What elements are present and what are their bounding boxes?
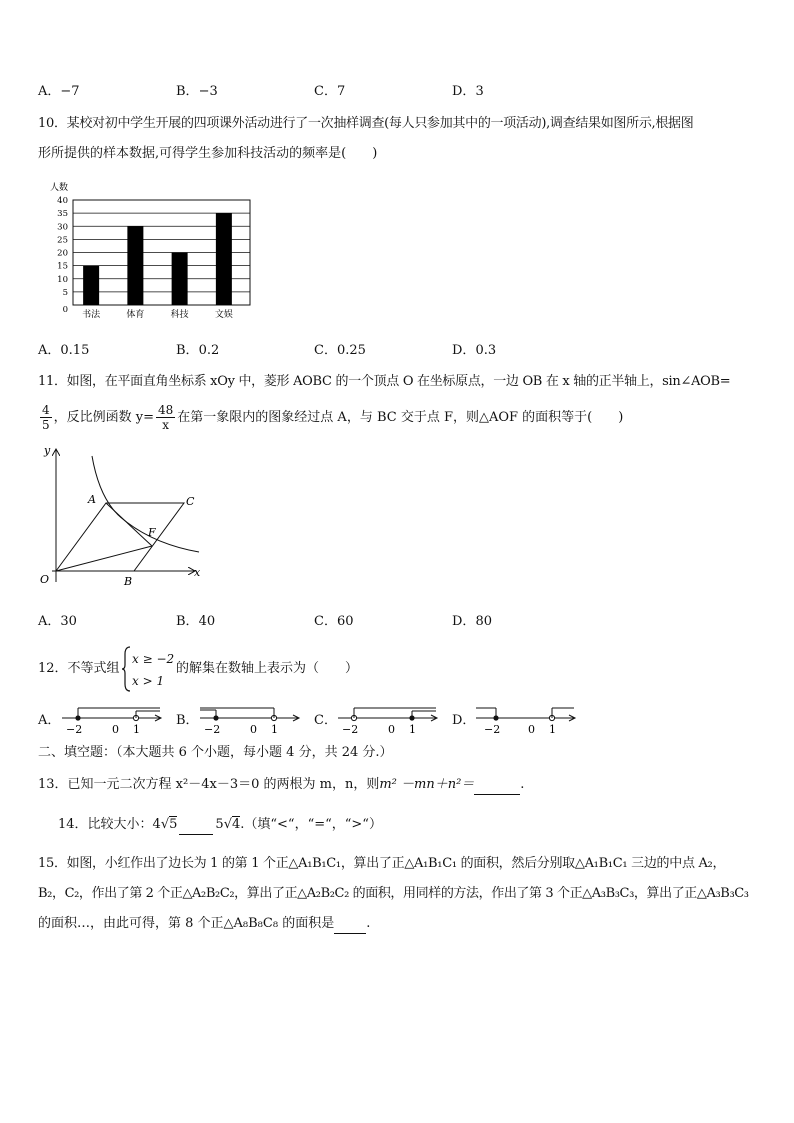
svg-text:0: 0 [388,723,395,736]
bar-chart [38,180,298,320]
q11-option-b: B．40 [176,614,216,629]
y-tick-label: 0 [62,305,68,315]
label-c: C [186,495,195,508]
svg-text:1: 1 [549,723,556,736]
y-tick-label: 5 [62,287,68,298]
rhombus-aobc [56,503,184,571]
bar-3 [172,253,188,306]
q11-option-c: C．60 [314,614,354,629]
q15-stem-line3: 的面积…，由此可得，第 8 个正△A₈B₈C₈ 的面积是 . [38,915,370,934]
q12-prefix: 12．不等式组 [38,661,120,676]
sqrt-5: √5 [160,817,178,832]
sqrt-4: √4 [223,817,241,832]
label-f: F [148,526,156,539]
q13-stem: 13．已知一元二次方程 x²－4x－3＝0 的两根为 m，n，则m² －mn＋n²＝ . [38,776,524,795]
x-tick-label: 书法 [82,310,101,320]
svg-text:1: 1 [409,723,416,736]
q12-option-b-letter: B． [176,713,199,728]
q9-option-d: D．3 [452,84,484,99]
system-brace [122,646,132,692]
y-tick-label: 20 [57,248,68,259]
fraction-4-5: $\frac{4}{5}$ [42,403,50,432]
q12-option-d-letter: D． [452,713,476,728]
q10-stem-line1: 10．某校对初中学生开展的四项课外活动进行了一次抽样调查(每人只参加其中的一项活动),调查结果如图所示,根据图 [38,116,694,131]
label-y: y [44,444,51,457]
svg-text:−2: −2 [204,723,221,736]
segment-af [106,503,152,546]
x-tick-label: 科技 [170,310,189,320]
label-x: x [194,566,201,579]
q15-stem-line2: B₂，C₂，作出了第 2 个正△A₂B₂C₂，算出了正△A₂B₂C₂ 的面积，用同样的方法，作出了第 3 个正△A₃B₃C₃，算出了正△A₃B₃C₃ [38,886,749,901]
bar-4 [216,213,232,305]
inequality-1: x ≥ −2 [132,652,175,666]
q15-stem-line1: 15．如图，小红作出了边长为 1 的第 1 个正△A₁B₁C₁，算出了正△A₁B₁C₁ 的面积，然后分别取△A₁B₁C₁ 三边的中点 A₂， [38,856,726,871]
q11-option-a: A．30 [38,614,77,629]
q11-stem-line2: $\frac{4}{5}$ ，反比例函数 y= $\frac{48}{x}$ 在第一象限内的图象经过点 A，与 BC 交于点 F，则△AOF 的面积等于( ) [42,403,624,432]
rhombus-figure [34,442,214,592]
q15-answer-blank [334,915,366,934]
q10-option-d: D．0.3 [452,343,497,358]
svg-text:0: 0 [250,723,257,736]
q12-number-line-a [58,704,168,736]
inequality-2: x > 1 [132,674,165,688]
inequality-system [132,648,174,692]
q11-stem-line1: 11．如图，在平面直角坐标系 xOy 中，菱形 AOBC 的一个顶点 O 在坐标原点，一边 OB 在 x 轴的正半轴上，sin∠AOB= [38,374,731,389]
svg-text:1: 1 [133,723,140,736]
q12-option-c-letter: C． [314,713,337,728]
q9-option-a: A．−7 [38,84,80,99]
q12-number-line-d [472,704,582,736]
svg-text:0: 0 [528,723,535,736]
y-tick-label: 25 [57,235,68,246]
label-a: A [88,493,96,506]
q14-answer-blank [179,816,213,835]
svg-text:−2: −2 [342,723,359,736]
segment-of [56,546,152,571]
bar-1 [83,266,99,305]
svg-text:1: 1 [271,723,278,736]
q14-stem: 14．比较大小：4√5 5√4.（填“<“，“=“，“>“） [58,816,382,835]
q10-option-b: B．0.2 [176,343,220,358]
q10-stem-line2: 形所提供的样本数据,可得学生参加科技活动的频率是( ) [38,146,378,161]
y-tick-labels [57,196,68,315]
q11-option-d: D．80 [452,614,492,629]
y-tick-label: 10 [57,274,68,285]
y-tick-label: 30 [57,222,68,233]
q12-suffix: 的解集在数轴上表示为（ ） [176,661,359,676]
svg-text:−2: −2 [484,723,501,736]
y-axis-label: 人数 [50,183,69,193]
q12-number-line-b [196,704,306,736]
q10-option-a: A．0.15 [38,343,90,358]
q9-option-b: B．−3 [176,84,218,99]
x-tick-label: 文娱 [214,310,233,320]
label-o: O [40,573,50,586]
q12-option-a-letter: A． [38,713,61,728]
q13-answer-blank [474,776,520,795]
y-tick-label: 40 [57,196,68,206]
fraction-48-x: $\frac{48}{x}$ [158,403,174,432]
y-tick-label: 35 [57,209,68,220]
q9-option-c: C．7 [314,84,346,99]
svg-text:−2: −2 [66,723,83,736]
q12-number-line-c [334,704,444,736]
label-b: B [124,575,133,588]
q10-option-c: C．0.25 [314,343,366,358]
section-2-heading: 二、填空题：（本大题共 6 个小题，每小题 4 分，共 24 分.） [38,745,393,760]
bar-2 [127,226,143,305]
x-tick-labels [82,308,233,320]
svg-text:0: 0 [112,723,119,736]
chart-bars [83,213,232,305]
x-tick-label: 体育 [126,310,145,320]
y-tick-label: 15 [57,261,68,272]
